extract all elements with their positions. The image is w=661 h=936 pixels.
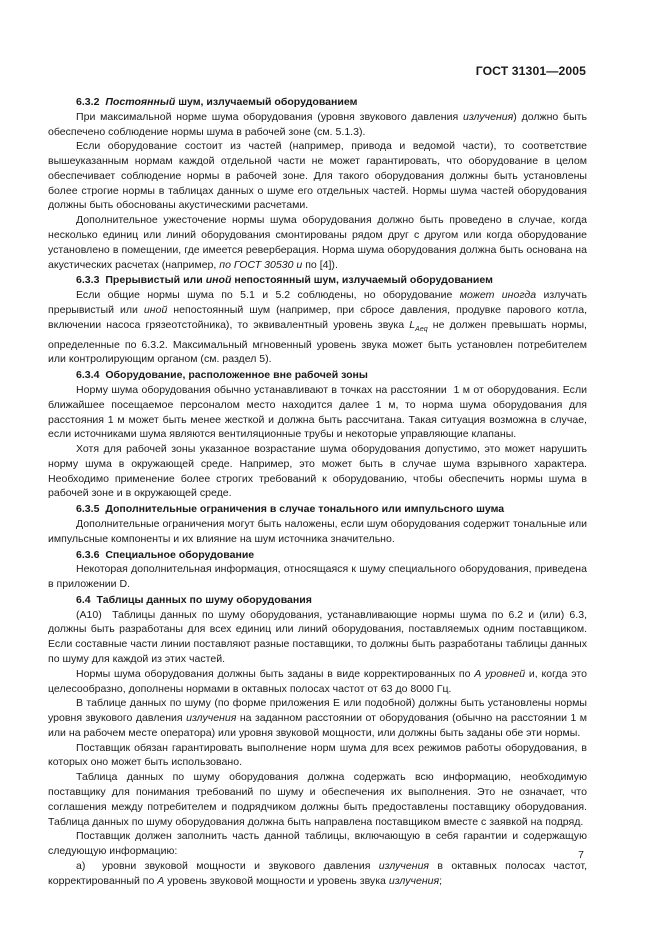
section-heading: 6.3.4 Оборудование, расположенное вне рабочей зоны — [76, 369, 368, 382]
section-heading: 6.3.2 Постоянный шум, излучаемый оборудованием — [76, 96, 358, 108]
body-paragraph: Дополнительные ограничения могут быть наложены, если шум оборудования содержит тональные или импульсные компоненты и их влияние на шум источника значительно. — [48, 517, 587, 545]
body-paragraph: При максимальной норме шума оборудования (уровня звукового давления излучения) должно быть обеспечено соблюдение нормы шума в рабочей зоне (см. 5.1.3). — [48, 110, 588, 138]
body-paragraph: Таблица данных по шуму оборудования должна содержать всю информацию, необходимую поставщику для понимания требований по шуму и обеспечения их выполнения. Это не означает, что соглашения между потребителем и подрядчиком должны быть предоставлены поставщику оборудования. Таблица данных по шуму оборудования должна быть направлена поставщиком вместе с заявкой на подряд. — [48, 771, 587, 828]
body-paragraph: а) уровни звуковой мощности и звукового давления излучения в октавных полосах частот, корректированный по А уровень звуковой мощности и уровень звука излучения; — [48, 859, 587, 887]
body-paragraph: Норму шума оборудования обычно устанавливают в точках на расстоянии 1 м от оборудования. Если ближайшее посещаемое персоналом место находится далее 1 м, то норма шума оборудования для расстояния 1 м может быть менее жесткой и должна быть рассчитана. Такая ситуация возможна в случае, если источниками шума являются вентиляционные трубы и некоторые управляющие клапаны. — [48, 383, 587, 441]
body-paragraph: Хотя для рабочей зоны указанное возрастание шума оборудования допустимо, это может нарушить норму шума в окружающей среде. Например, это может быть в случае шума взрывного характера. Необходимо применение более строгих требований к оборудованию, чтобы обеспечить нормы шума в рабочей зоне и в окружающей среде. — [48, 443, 587, 500]
body-paragraph: Поставщик обязан гарантировать выполнение норм шума для всех режимов работы оборудования, в которых оно может быть использовано. — [48, 741, 587, 769]
body-paragraph: Нормы шума оборудования должны быть заданы в виде корректированных по А уровней и, когда это целесообразно, дополнены нормами в октавных полосах частот от 63 до 8000 Гц. — [48, 667, 587, 695]
section-heading: 6.3.6 Специальное оборудование — [76, 548, 255, 561]
body-paragraph: (А10) Таблицы данных по шуму оборудования, устанавливающие нормы шума по 6.2 и (или) 6.3, должны быть разработаны для всех единиц или линий оборудования, поставляемых одним поставщиком. Если составные части линии поставляют разные поставщики, то должны быть разработаны таблицы данных по шуму для каждой из этих частей. — [48, 608, 587, 666]
section-heading: 6.4 Таблицы данных по шуму оборудования — [76, 593, 312, 606]
section-heading: 6.3.3 Прерывистый или иной непостоянный шум, излучаемый оборудованием — [76, 274, 493, 287]
document-body — [48, 94, 587, 889]
section-heading: 6.3.5 Дополнительные ограничения в случае тонального или импульсного шума — [76, 503, 505, 516]
page-number: 7 — [578, 849, 584, 861]
body-paragraph: Некоторая дополнительная информация, относящаяся к шуму специального оборудования, приведена в приложении D. — [48, 563, 587, 591]
body-paragraph: В таблице данных по шуму (по форме приложения Е или подобной) должны быть установлены нормы уровня звукового давления излучения на заданном расстоянии от оборудования (обычно на расстоянии 1 м или на рабочем месте оператора) или уровня звуковой мощности, или должны быть заданы обе эти нормы. — [48, 697, 587, 739]
body-paragraph: Если общие нормы шума по 5.1 и 5.2 соблюдены, но оборудование может иногда излучать прерывистый или иной непостоянный шум (например, при сбросе давления, продувке парового котла, включении насоса грязеотстойника), то эквивалентный уровень звука $L_{Aeq}$ не должен превышать нормы, определенные по 6.3.2. Максимальный мгновенный уровень звука может быть установлен потребителем или контролирующим органом (см. раздел 5). — [48, 289, 588, 366]
body-paragraph: Дополнительное ужесточение нормы шума оборудования должно быть проведено в случае, когда несколько единиц или линий оборудования смонтированы рядом друг с другом или когда оборудование установлено в помещении, где имеется реверберация. Норма шума оборудования должна быть основана на акустических расчетах (например, по ГОСТ 30530 и по [4]). — [48, 214, 587, 271]
body-paragraph: Если оборудование состоит из частей (например, привода и ведомой части), то соответствие вышеуказанным нормам каждой отдельной части не может гарантировать, что оборудование в целом обеспечивает соблюдение нормы в рабочей зоне. Для такого оборудования должны быть установлены более строгие нормы в таблицах данных о шуме его отдельных частей. Нормы шума частей оборудования должны быть обоснованы акустическими расчетами. — [48, 140, 587, 212]
body-paragraph: Поставщик должен заполнить часть данной таблицы, включающую в себя гарантии и содержащую следующую информацию: — [48, 830, 587, 858]
document-id-header: ГОСТ 31301—2005 — [475, 64, 586, 78]
